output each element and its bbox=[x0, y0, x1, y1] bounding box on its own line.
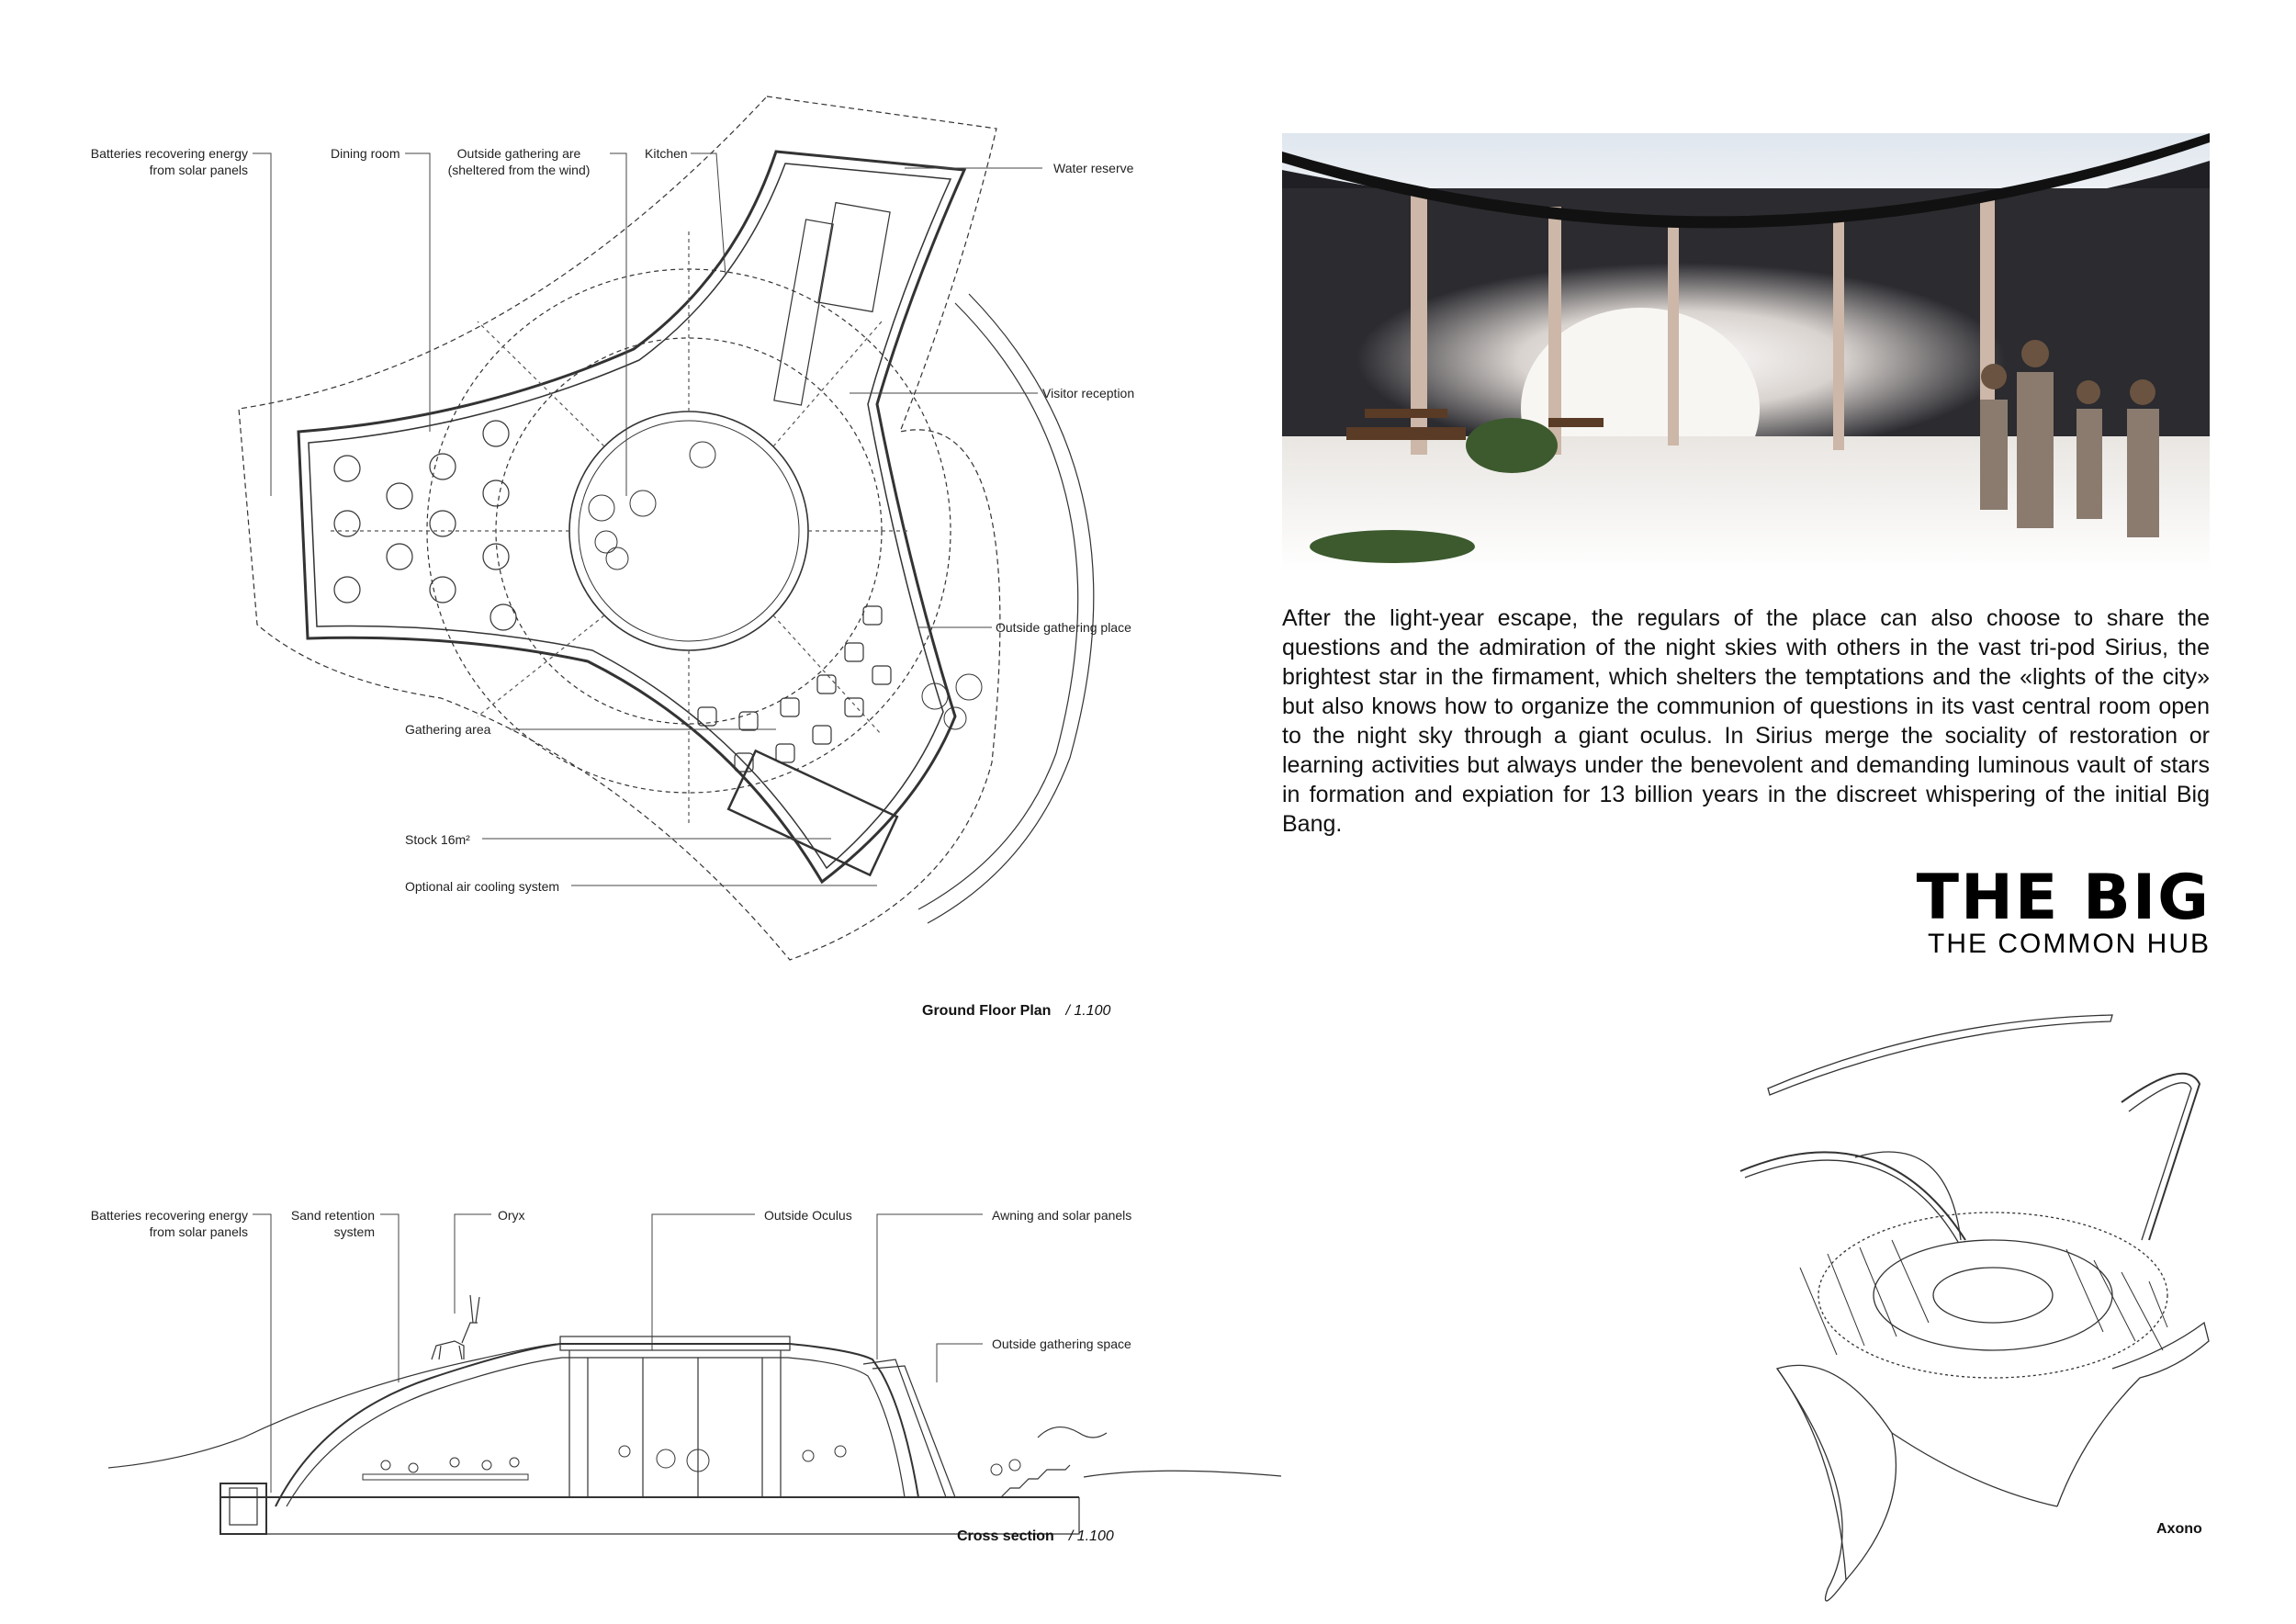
section-dolphin bbox=[1038, 1427, 1107, 1438]
plan-gathering-seats bbox=[698, 606, 891, 772]
section-label-oryx: Oryx bbox=[498, 1208, 525, 1223]
axono-pergola-ring bbox=[1874, 1240, 2112, 1350]
plan-outer-wall bbox=[298, 152, 964, 882]
section-dome bbox=[276, 1344, 918, 1506]
plan-label-kitchen: Kitchen bbox=[645, 146, 688, 161]
plan-label-outside-gathering-are: Outside gathering are (sheltered from the wind) bbox=[447, 146, 591, 177]
plan-label-outside-gathering-place: Outside gathering place bbox=[996, 620, 1131, 635]
plan-caption-scale: / 1.100 bbox=[1065, 1003, 1111, 1019]
section-label-outside-gathering-space: Outside gathering space bbox=[992, 1336, 1131, 1351]
section-label-batteries: Batteries recovering energy from solar panels bbox=[90, 1208, 248, 1239]
section-label-sand-retention: Sand retention system bbox=[290, 1208, 375, 1239]
section-ground-line bbox=[108, 1344, 560, 1468]
plan-label-gathering-area: Gathering area bbox=[405, 722, 491, 737]
plan-label-stock: Stock 16m² bbox=[405, 832, 470, 847]
project-title: THE BIG bbox=[1916, 862, 2211, 934]
section-label-outside-oculus: Outside Oculus bbox=[764, 1208, 852, 1223]
plan-label-batteries: Batteries recovering energy from solar panels bbox=[90, 146, 248, 177]
description-paragraph: After the light-year escape, the regulars of the place can also choose to share the questions and the admiration of the night skies with others in the vast tri-pod Sirius, the brightest star in the firmament, which shelters the temptations and the «lights of the city» but also knows how to organize the communion of questions in its vast central room open to the night sky through a giant oculus. In Sirius merge the sociality of restoration or learning activities but always under the benevolent and demanding luminous vault of stars in formation and expiation for 13 billion years in the discreet whispering of the initial Big Bang. bbox=[1282, 605, 2210, 837]
section-caption-title: Cross section bbox=[957, 1528, 1054, 1544]
plan-kitchen bbox=[728, 203, 897, 875]
section-caption bbox=[957, 1528, 1114, 1545]
axono-roof-arc bbox=[1768, 1015, 2112, 1095]
plan-label-dining-room: Dining room bbox=[331, 146, 400, 161]
section-oryx bbox=[432, 1295, 479, 1359]
axonometric-drawing bbox=[1740, 1015, 2209, 1601]
plan-caption-title: Ground Floor Plan bbox=[922, 1003, 1052, 1019]
project-subtitle: THE COMMON HUB bbox=[1928, 929, 2211, 959]
axono-caption: Axono bbox=[2156, 1521, 2202, 1537]
section-caption-scale: / 1.100 bbox=[1068, 1528, 1114, 1544]
cross-section-drawing bbox=[108, 1295, 1281, 1534]
plan-caption bbox=[922, 1003, 1110, 1020]
plan-label-air-cooling: Optional air cooling system bbox=[405, 879, 560, 894]
plan-dining-tables bbox=[334, 421, 516, 630]
plan-site-boundary bbox=[239, 96, 1000, 960]
plan-plants bbox=[589, 442, 982, 729]
axono-base bbox=[1777, 1365, 1896, 1600]
interior-render-image bbox=[1282, 133, 2210, 572]
section-label-awning: Awning and solar panels bbox=[992, 1208, 1132, 1223]
plan-label-water-reserve: Water reserve bbox=[1053, 161, 1134, 175]
plan-label-visitor-reception: Visitor reception bbox=[1042, 386, 1135, 400]
